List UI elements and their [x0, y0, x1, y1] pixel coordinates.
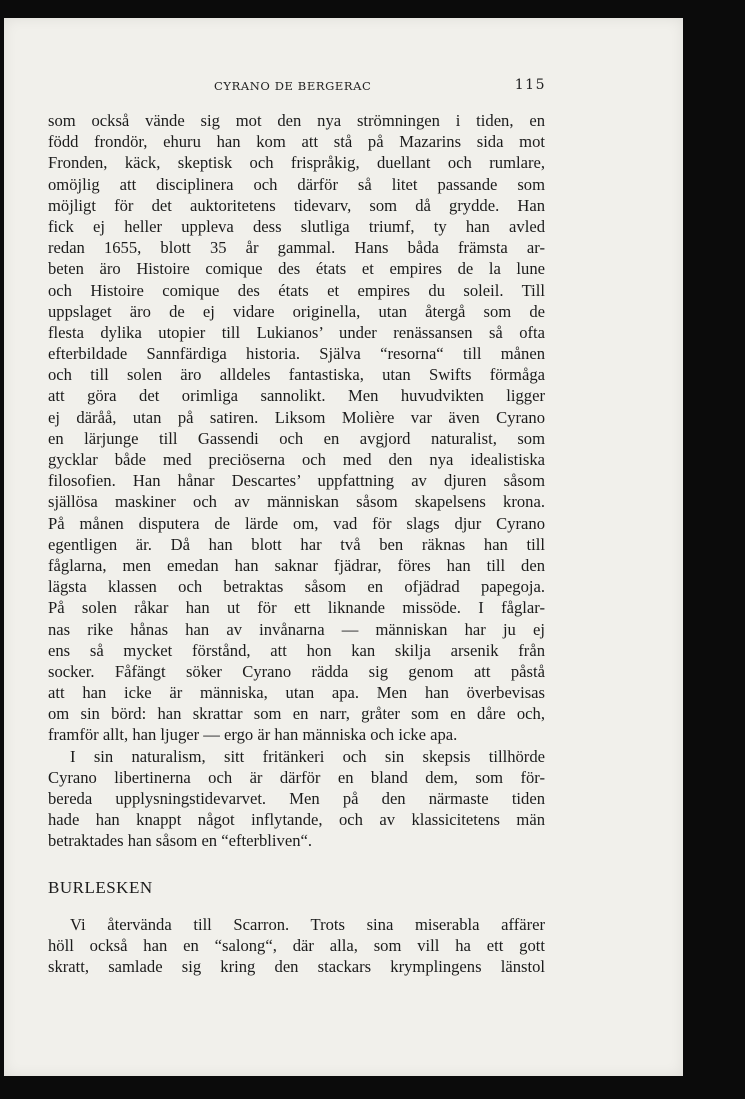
- text-line: möjligt för det auktoritetens tidevarv, som då grydde. Han: [48, 195, 545, 215]
- text-line: filosofien. Han hånar Descartes’ uppfattning av djuren såsom: [48, 471, 545, 491]
- text-line: själlösa maskiner och av människan såsom skapelsens krona.: [48, 492, 545, 512]
- paragraph-2: [48, 746, 545, 852]
- text-line: redan 1655, blott 35 år gammal. Hans båda främsta ar-: [48, 238, 545, 258]
- text-line: På månen disputera de lärde om, vad för slags djur Cyrano: [48, 513, 545, 533]
- text-line: höll också han en “salong“, där alla, som vill ha ett gott: [48, 936, 545, 956]
- text-line: ens så mycket förstånd, att hon kan skilja arsenik från: [48, 640, 545, 660]
- text-line: bereda upplysningstidevarvet. Men på den närmaste tiden: [48, 789, 545, 808]
- text-line: I sin naturalism, sitt fritänkeri och sin skepsis tillhörde: [70, 746, 545, 766]
- text-line: Cyrano libertinerna och är därför en bland dem, som för-: [48, 767, 545, 787]
- text-line: efterbildade Sannfärdiga historia. Själva “resorna“ till månen: [48, 344, 545, 364]
- text-line: lägsta klassen och betraktas såsom en ofjädrad papegoja.: [48, 577, 545, 597]
- text-line: född frondör, ehuru han kom att stå på Mazarins sida mot: [48, 132, 545, 152]
- page-number: 115: [514, 77, 546, 93]
- text-line: beten äro Histoire comique des états et empires de la lune: [48, 259, 545, 279]
- text-line: Vi återvända till Scarron. Trots sina miserabla affärer: [70, 915, 545, 934]
- text-line: att göra det orimliga sannolikt. Men huvudvikten ligger: [48, 386, 545, 406]
- text-line: en lärjunge till Gassendi och en avgjord naturalist, som: [48, 428, 545, 448]
- paragraph-1: [48, 110, 545, 746]
- text-line: betraktades han såsom en “efterbliven“.: [48, 831, 313, 851]
- text-line: flesta dylika utopier till Lukianos’ under renässansen så ofta: [48, 322, 545, 342]
- paragraph-3: [48, 914, 545, 978]
- text-line: På solen råkar han ut för ett liknande missöde. I fåglar-: [48, 598, 545, 618]
- text-line: fåglarna, men emedan han saknar fjädrar, föres han till den: [48, 555, 545, 575]
- text-line: som också vände sig mot den nya strömningen i tiden, en: [48, 111, 545, 130]
- text-line: Fronden, käck, skeptisk och frispråkig, duellant och rumlare,: [48, 153, 545, 173]
- text-line: omöjlig att disciplinera och därför så litet passande som: [48, 174, 545, 194]
- book-page: [4, 18, 683, 1076]
- section-heading: BURLESKEN: [48, 878, 153, 897]
- text-line: skratt, samlade sig kring den stackars krymplingens länstol: [48, 957, 545, 977]
- running-title: CYRANO DE BERGERAC: [214, 79, 372, 93]
- body-text: [48, 110, 545, 852]
- text-line: nas rike hånas han av invånarna — människan har ju ej: [48, 619, 545, 639]
- text-line: gycklar både med preciöserna och med den nya idealistiska: [48, 450, 545, 469]
- text-line: att han icke är människa, utan apa. Men han överbevisas: [48, 683, 545, 703]
- text-line: hade han knappt något inflytande, och av klassicitetens män: [48, 810, 545, 830]
- text-line: socker. Fåfängt söker Cyrano rädda sig genom att påstå: [48, 661, 545, 681]
- text-line: framför allt, han ljuger — ergo är han människa och icke apa.: [48, 725, 458, 745]
- text-line: om sin börd: han skrattar som en narr, gråter som en dåre och,: [48, 704, 545, 724]
- text-line: och Histoire comique des états et empires du soleil. Till: [48, 280, 545, 300]
- text-line: och till solen äro alldeles fantastiska, utan Swifts förmåga: [48, 365, 545, 385]
- text-line: fick ej heller uppleva dess slutliga triumf, ty han avled: [48, 216, 545, 236]
- text-line: ej däråå, utan på satiren. Liksom Molière var även Cyrano: [48, 407, 545, 427]
- text-line: egentligen är. Då han blott har två ben räknas han till: [48, 534, 545, 554]
- text-line: uppslaget äro de ej vidare originella, utan återgå som de: [48, 301, 545, 321]
- page-header: [52, 77, 546, 97]
